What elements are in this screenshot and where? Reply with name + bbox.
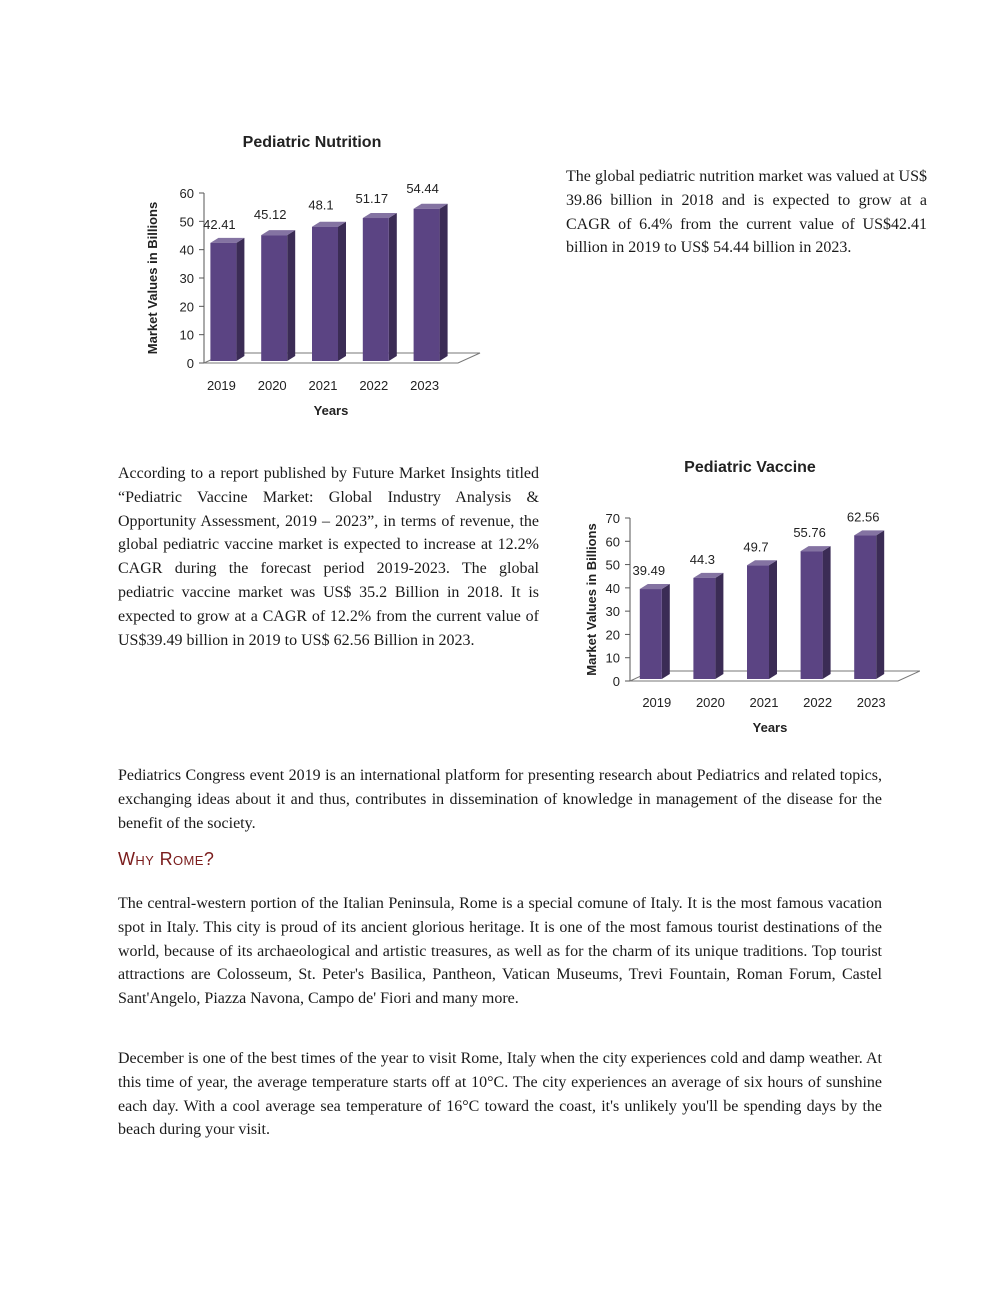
bar-front: [210, 243, 236, 361]
pediatric-vaccine-chart: [580, 450, 920, 745]
data-label: 42.41: [203, 216, 236, 232]
bar-side: [769, 560, 777, 679]
bar: [210, 238, 244, 361]
bar: [261, 230, 295, 361]
bar-front: [747, 565, 769, 679]
chart-title: Pediatric Vaccine: [684, 459, 816, 476]
pediatric-nutrition-chart-svg: [140, 125, 500, 425]
bar-side: [338, 222, 346, 361]
bar-side: [823, 546, 831, 679]
bar: [693, 573, 723, 679]
data-label: 45.12: [253, 207, 287, 223]
bar-side: [389, 213, 397, 361]
bar-front: [854, 535, 876, 679]
x-tick-label: 2020: [695, 695, 725, 710]
y-axis-label: Market Values in Billions: [145, 201, 160, 355]
data-label: 48.1: [308, 197, 334, 213]
data-label: 55.76: [793, 525, 826, 541]
y-tick-label: 0: [612, 674, 620, 689]
y-tick-label: 50: [179, 214, 194, 230]
rome-paragraph-1: The central-western portion of the Italian Peninsula, Rome is a special comune of Italy. It is the most famous vacation spot in Italy. This city is proud of its ancient glorious heritage. It is one of the most famous tourist destinations of the world, because of its archaeological and artistic treasures, as well as for the charm of its unique traditions. Top tourist attractions are Colosseum, St. Peter's Basilica, Pantheon, Vatican Museums, Trevi Fountain, Roman Forum, Castel Sant'Angelo, Piazza Navona, Campo de' Fiori and many more.: [118, 895, 882, 1008]
bar: [801, 546, 831, 679]
x-tick-label: 2023: [856, 695, 886, 710]
x-tick-label: 2022: [803, 695, 833, 710]
nutrition-market-paragraph: The global pediatric nutrition market was valued at US$ 39.86 billion in 2018 and is expected to grow at a CAGR of 6.4% from the current value of US$42.41 billion in 2019 to US$ 54.44 billion in 2023.: [566, 168, 927, 257]
rome-paragraph-2: December is one of the best times of the year to visit Rome, Italy when the city experiences cold and damp weather. At this time of year, the average temperature starts off at 10°C. The city experiences an average of six hours of sunshine each day. With a cool average sea temperature of 16°C toward the coast, it's unlikely you'll be spending days by the beach during your visit.: [118, 1050, 882, 1139]
x-tick-label: 2022: [359, 378, 389, 393]
y-axis-label: Market Values in Billions: [584, 523, 599, 676]
x-axis-label: Years: [752, 720, 788, 735]
pediatric-vaccine-chart-svg: [580, 450, 920, 745]
data-label: 44.3: [689, 551, 716, 567]
data-label: 49.7: [743, 539, 769, 555]
bar: [312, 222, 346, 361]
x-tick-label: 2019: [206, 378, 236, 393]
bar-front: [363, 218, 389, 361]
x-tick-label: 2021: [749, 695, 779, 710]
x-tick-label: 2021: [308, 378, 338, 393]
x-axis-label: Years: [313, 403, 349, 418]
bar-side: [287, 230, 295, 361]
pediatric-nutrition-chart: [140, 125, 500, 425]
why-rome-heading: Why Rome?: [118, 849, 215, 869]
data-label: 54.44: [406, 180, 439, 196]
x-tick-label: 2023: [410, 378, 440, 393]
y-tick-label: 40: [179, 242, 194, 258]
bar-side: [876, 530, 884, 679]
x-tick-label: 2020: [257, 378, 287, 393]
bar-side: [662, 584, 670, 679]
y-tick-label: 60: [605, 534, 620, 550]
y-tick-label: 20: [605, 627, 620, 643]
bar-front: [261, 235, 287, 361]
y-tick-label: 50: [605, 557, 620, 573]
vaccine-market-paragraph: According to a report published by Future Market Insights titled “Pediatric Vaccine Market: Global Industry Analysis & Opportunity Assessment, 2019 – 2023”, in terms of revenue, the global pediatric vaccine market is expected to increase at 12.2% CAGR during the forecast period 2019-2023. The global pediatric vaccine market was US$ 35.2 Billion in 2018. It is expected to grow at a CAGR of 12.2% from the current value of US$39.49 billion in 2019 to US$ 62.56 Billion in 2023.: [118, 465, 539, 649]
y-tick-label: 30: [179, 271, 194, 286]
congress-paragraph: Pediatrics Congress event 2019 is an international platform for presenting research about Pediatrics and related topics, exchanging ideas about it and thus, contributes in dissemination of knowledge in management of the disease for the benefit of the society.: [118, 767, 882, 832]
bar: [414, 204, 448, 361]
y-tick-label: 0: [186, 356, 194, 371]
y-tick-label: 30: [605, 604, 620, 620]
bar: [854, 530, 884, 679]
bar-side: [440, 204, 448, 361]
bar: [363, 213, 397, 361]
bar-front: [693, 578, 715, 679]
bar-front: [414, 209, 440, 361]
bar: [640, 584, 670, 679]
y-tick-label: 70: [605, 511, 620, 526]
y-tick-label: 20: [179, 299, 194, 315]
data-label: 51.17: [355, 191, 389, 207]
y-tick-label: 10: [605, 650, 620, 666]
bar-front: [640, 589, 662, 679]
bar-front: [801, 551, 823, 679]
bar-front: [312, 227, 338, 361]
bar: [747, 560, 777, 679]
bar-side: [236, 238, 244, 361]
x-tick-label: 2019: [642, 695, 672, 710]
data-label: 62.56: [846, 509, 880, 525]
chart-title: Pediatric Nutrition: [242, 134, 382, 151]
y-tick-label: 60: [179, 186, 194, 201]
data-label: 39.49: [632, 563, 666, 579]
y-tick-label: 40: [605, 580, 620, 596]
y-tick-label: 10: [179, 327, 194, 343]
bar-side: [715, 573, 723, 679]
